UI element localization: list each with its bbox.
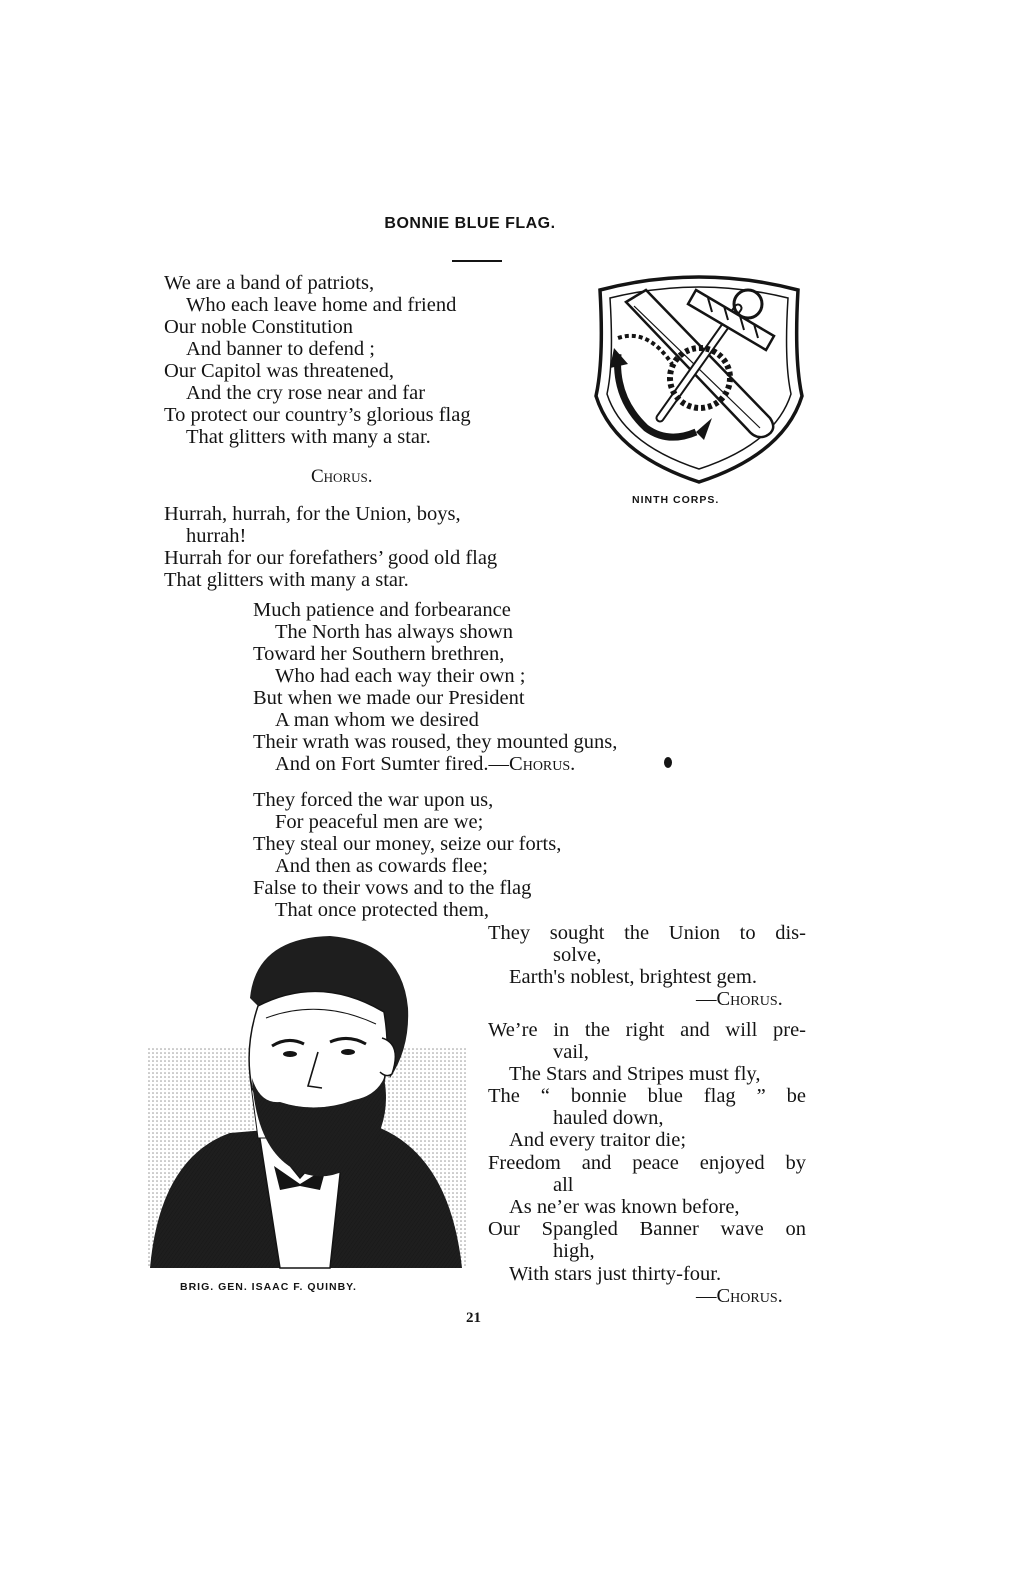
verse-line	[696, 988, 783, 1010]
page-title: BONNIE BLUE FLAG.	[384, 215, 556, 232]
verse-line: hauled down,	[553, 1107, 664, 1129]
verse-line-text: —	[696, 1285, 717, 1307]
verse-line: The “ bonnie blue flag ” be	[488, 1085, 806, 1107]
verse-line: That once protected them,	[275, 899, 490, 921]
verse-line: As ne’er was known before,	[509, 1196, 740, 1218]
verse-line: And every traitor die;	[509, 1129, 687, 1151]
verse-line: Who each leave home and friend	[186, 294, 457, 316]
verse-line: Our Spangled Banner wave on	[488, 1218, 806, 1240]
verse-line: False to their vows and to the flag	[253, 877, 532, 899]
verse-line: Their wrath was roused, they mounted guns,	[253, 731, 618, 753]
verse-line: We are a band of patriots,	[164, 272, 375, 294]
portrait-caption: BRIG. GEN. ISAAC F. QUINBY.	[180, 1281, 357, 1293]
verse-line: Freedom and peace enjoyed by	[488, 1152, 806, 1174]
ink-blot	[664, 757, 672, 768]
verse-line: The North has always shown	[275, 621, 513, 643]
chorus-heading: Chorus.	[311, 466, 373, 487]
verse-line: With stars just thirty-four.	[509, 1263, 722, 1285]
verse-line: Our Capitol was threatened,	[164, 360, 394, 382]
verse-line: That glitters with many a star.	[186, 426, 431, 448]
title-rule	[452, 260, 502, 262]
chorus-reference: Chorus.	[509, 753, 576, 775]
page-number: 21	[466, 1310, 481, 1326]
verse-line: And banner to defend ;	[186, 338, 375, 360]
verse-line: Who had each way their own ;	[275, 665, 526, 687]
chorus-reference: Chorus.	[716, 988, 783, 1010]
verse-line: And the cry rose near and far	[186, 382, 426, 404]
verse-line: Much patience and forbearance	[253, 599, 511, 621]
ninth-corps-badge	[588, 268, 810, 490]
verse-line-text: And on Fort Sumter fired.—	[275, 753, 510, 775]
verse-line: They forced the war upon us,	[253, 789, 494, 811]
verse-line: But when we made our President	[253, 687, 525, 709]
chorus-reference: Chorus.	[716, 1285, 783, 1307]
chorus-line: Hurrah for our forefathers’ good old flag	[164, 547, 498, 569]
chorus-line: That glitters with many a star.	[164, 569, 409, 591]
chorus-line: hurrah!	[186, 525, 247, 547]
verse-line: solve,	[553, 944, 602, 966]
verse-line: Earth's noblest, brightest gem.	[509, 966, 757, 988]
verse-line: Toward her Southern brethren,	[253, 643, 505, 665]
verse-line: To protect our country’s glorious flag	[164, 404, 471, 426]
verse-line-text: —	[696, 988, 717, 1010]
verse-line	[275, 753, 575, 775]
portrait-engraving	[140, 928, 472, 1270]
verse-line: all	[553, 1174, 574, 1196]
chorus-line: Hurrah, hurrah, for the Union, boys,	[164, 503, 461, 525]
badge-caption: NINTH CORPS.	[632, 494, 720, 506]
verse-line: And then as cowards flee;	[275, 855, 488, 877]
verse-line: Our noble Constitution	[164, 316, 354, 338]
verse-line: They steal our money, seize our forts,	[253, 833, 562, 855]
verse-line	[696, 1285, 783, 1307]
verse-line: high,	[553, 1240, 595, 1262]
verse-line: For peaceful men are we;	[275, 811, 484, 833]
verse-line: They sought the Union to dis-	[488, 922, 806, 944]
verse-line: The Stars and Stripes must fly,	[509, 1063, 761, 1085]
verse-line: A man whom we desired	[275, 709, 479, 731]
verse-line: We’re in the right and will pre-	[488, 1019, 806, 1041]
verse-line: vail,	[553, 1041, 589, 1063]
